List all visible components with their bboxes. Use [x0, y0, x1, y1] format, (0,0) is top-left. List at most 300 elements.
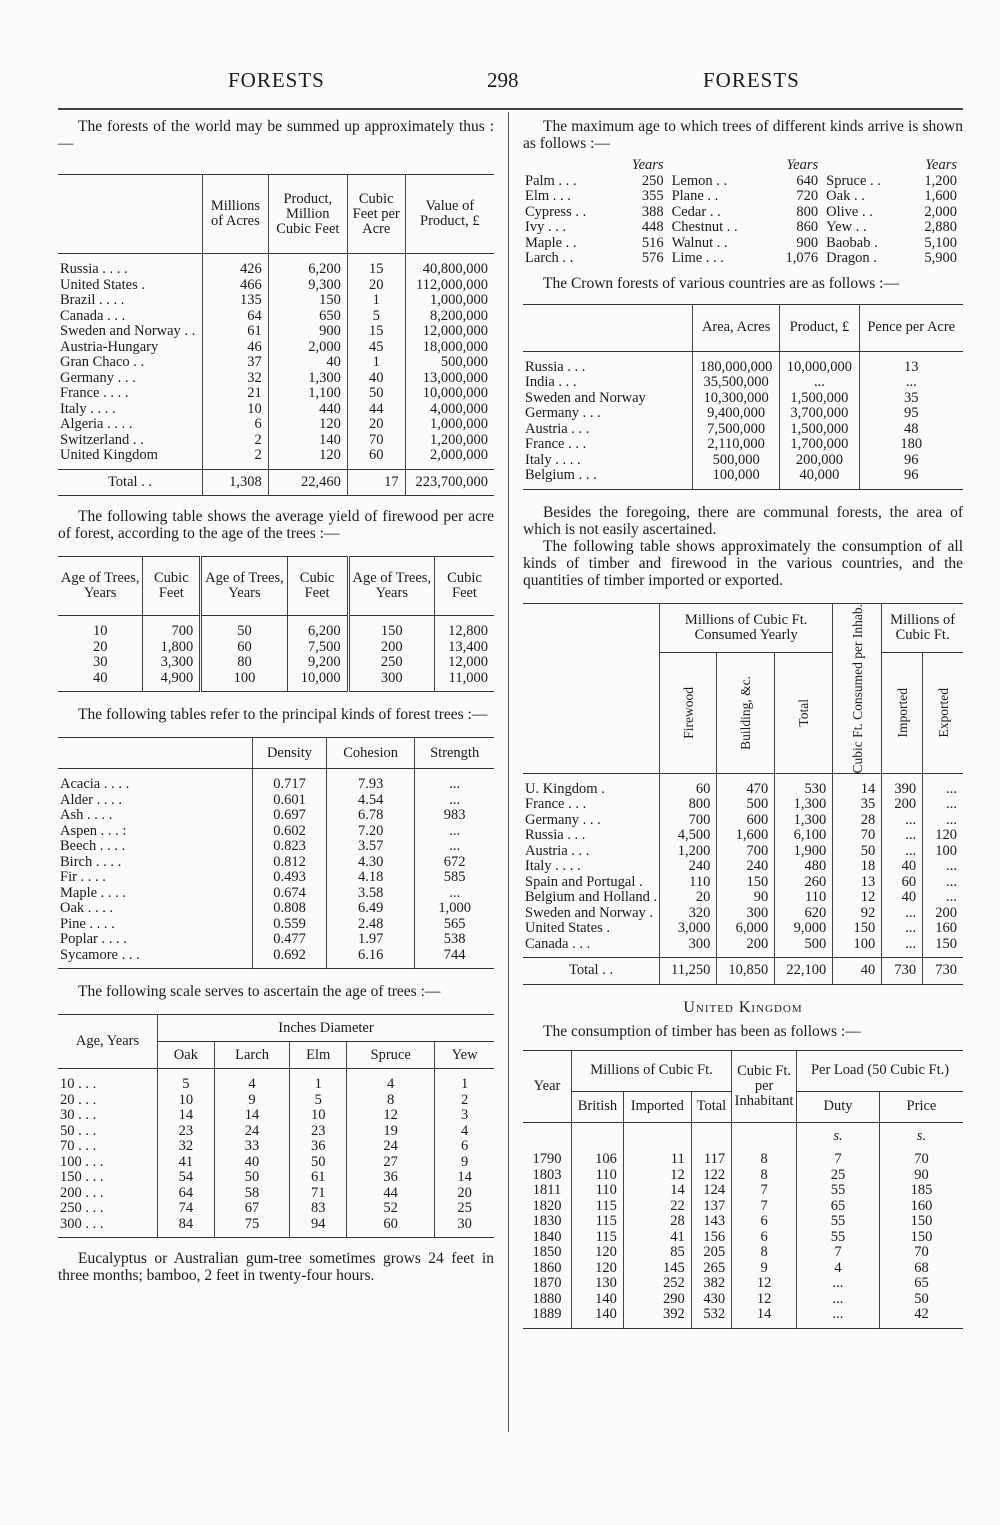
table-cell: 426 [203, 254, 269, 278]
table-row [58, 855, 494, 871]
row-label: Pine . . . . [60, 915, 115, 932]
total-label: Total . . [523, 958, 660, 985]
total-cell: 730 [882, 958, 923, 985]
table-row [58, 901, 494, 917]
table-cell: 33 [214, 1139, 290, 1155]
table-cell: 650 [268, 309, 347, 325]
total-cell: 730 [923, 958, 963, 985]
col-millions-acres: Millions of Acres [203, 175, 269, 254]
table-cell: 466 [203, 278, 269, 294]
col-building: Building, &c. [738, 675, 754, 750]
table-cell: 110 [572, 1168, 624, 1184]
table-cell: 6.16 [327, 948, 415, 969]
table-cell: 96 [859, 453, 963, 469]
table-cell: 40,800,000 [405, 254, 494, 278]
table-cell: 40,000 [780, 468, 859, 489]
communal-forests-note: Besides the foregoing, there are communal forests, the area of which is not easily ascertained. [523, 503, 963, 538]
table-cell: 75 [214, 1217, 290, 1238]
table-cell: 1,500,000 [780, 422, 859, 438]
table-cell: 65 [879, 1276, 963, 1292]
table-cell: 12,800 [434, 616, 494, 640]
table-cell: 2,110,000 [693, 437, 780, 453]
intro-uk-consumption: The consumption of timber has been as follows :— [543, 1022, 861, 1040]
col-per-inhab: Cubic Ft. Consumed per Inhab. [849, 603, 865, 773]
table-cell: 470 [717, 773, 775, 797]
table-cell: 300 [717, 906, 775, 922]
table-cell: 1,600 [717, 828, 775, 844]
table-cell: 12 [732, 1292, 797, 1308]
col-group-per-load: Per Load (50 Cubic Ft.) [797, 1050, 963, 1091]
table-cell: 7.20 [327, 824, 415, 840]
table-cell: 4 [797, 1261, 880, 1277]
table-cell: 900 [268, 324, 347, 340]
table-cell: 150 [268, 293, 347, 309]
tree-age: 640 [796, 172, 819, 189]
table-cell: 74 [158, 1201, 215, 1217]
table-row [523, 859, 963, 875]
table-row [523, 813, 963, 829]
row-label: Austria . . . [525, 420, 590, 437]
col-cubic-per-acre: Cubic Feet per Acre [347, 175, 405, 254]
table-cell: 28 [833, 813, 882, 829]
row-label: 150 . . . [60, 1169, 104, 1185]
col-cubic-per-inhab: Cubic Ft. per Inhabitant [732, 1050, 797, 1122]
table-cell: 6,200 [287, 616, 348, 640]
row-label: Austria-Hungary [60, 338, 159, 355]
column-divider [508, 112, 509, 1432]
tree-age: 448 [641, 219, 664, 235]
table-cell: 23 [290, 1124, 347, 1140]
table-cell: 500 [775, 937, 833, 958]
table-cell: 1,000,000 [405, 417, 494, 433]
table-row [523, 875, 963, 891]
table-row [58, 293, 494, 309]
table-row [58, 1201, 494, 1217]
table-cell: 6 [732, 1214, 797, 1230]
table-row [58, 932, 494, 948]
tree-name: Walnut . . [671, 234, 728, 251]
table-cell: 200,000 [780, 453, 859, 469]
table-cell: 60 [347, 1217, 435, 1238]
table-cell: 382 [691, 1276, 731, 1292]
table-cell: 4.18 [327, 870, 415, 886]
table-cell: ... [415, 886, 494, 902]
table-cell: 1880 [532, 1290, 562, 1307]
table-cell: 1,500,000 [780, 391, 859, 407]
total-cell: 1,308 [203, 469, 269, 496]
col-yew: Yew [435, 1042, 494, 1069]
table-row [58, 1124, 494, 1140]
table-cell: 19 [347, 1124, 435, 1140]
table-cell: 21 [203, 386, 269, 402]
row-label: 20 . . . [60, 1091, 97, 1108]
table-row [58, 448, 494, 469]
table-cell: 40 [268, 355, 347, 371]
table-cell: 2,000 [268, 340, 347, 356]
blank-cell [732, 1122, 797, 1144]
row-label: Poplar . . . . [60, 931, 127, 947]
table-cell: ... [882, 813, 923, 829]
table-cell: 8 [347, 1093, 435, 1109]
table-cell: 100 [201, 671, 287, 692]
table-row [58, 839, 494, 855]
row-label: U. Kingdom . [525, 780, 605, 797]
col-total: Total [691, 1091, 731, 1122]
table-row [523, 1230, 963, 1246]
page-number: 298 [487, 68, 519, 92]
col-firewood: Firewood [680, 686, 696, 739]
col-age-years: Age, Years [58, 1015, 158, 1069]
row-label: Acacia . . . . [60, 776, 130, 792]
table-cell: 1870 [532, 1275, 562, 1292]
table-cell: 10,000,000 [780, 351, 859, 375]
table-cell: ... [415, 793, 494, 809]
table-cell: 20 [660, 890, 717, 906]
table-cell: 6,200 [268, 254, 347, 278]
table-row [523, 937, 963, 958]
tree-age: 800 [796, 203, 819, 220]
row-label: 250 . . . [60, 1200, 104, 1216]
table-cell: 14 [158, 1108, 215, 1124]
table-cell: 4.30 [327, 855, 415, 871]
table-row [58, 1093, 494, 1109]
table-cell: 100 [833, 937, 882, 958]
table-cell: 48 [859, 422, 963, 438]
tree-age: 576 [641, 250, 664, 266]
row-label: India . . . [525, 374, 577, 390]
table-cell: 3 [435, 1108, 494, 1124]
tree-name: Maple . . [525, 234, 577, 251]
table-row [58, 948, 494, 969]
tree-age: 1,200 [924, 172, 957, 189]
tree-age: 516 [641, 234, 664, 251]
table-cell: 700 [143, 616, 201, 640]
table-cell: 9 [214, 1093, 290, 1109]
table-cell: 1,000 [415, 901, 494, 917]
table-cell: 440 [268, 402, 347, 418]
table-cell: 6 [203, 417, 269, 433]
row-label: Gran Chaco . . [60, 354, 145, 370]
years-label-1: Years [631, 157, 664, 173]
table-row [523, 468, 963, 489]
table-cell: 14 [732, 1307, 797, 1328]
table-cell: 94 [290, 1217, 347, 1238]
tree-name: Chestnut . . [671, 219, 738, 235]
row-label: Algeria . . . . [60, 416, 133, 432]
table-cell: 12,000 [434, 655, 494, 671]
tree-name: Ivy . . . [525, 219, 567, 235]
tree-name: Plane . . [671, 188, 719, 204]
intro-world-forests: The forests of the world may be summed up approximately thus :— [58, 118, 494, 152]
col-price: Price [879, 1091, 963, 1122]
table-cell: ... [415, 769, 494, 793]
table-cell: 50 [290, 1155, 347, 1171]
tree-age: 2,880 [924, 219, 957, 235]
tree-age: 1,076 [785, 250, 819, 266]
col-spruce: Spruce [347, 1042, 435, 1069]
col-cubic-2: Cubic Feet [287, 557, 348, 616]
table-cell: 85 [623, 1245, 691, 1261]
table-cell: 0.559 [253, 917, 327, 933]
col-oak: Oak [158, 1042, 215, 1069]
table-cell: 70 [347, 433, 405, 449]
table-cell: 10,000,000 [405, 386, 494, 402]
table-cell: 110 [775, 890, 833, 906]
table-cell: ... [923, 773, 963, 797]
age-diameter-table [58, 1014, 494, 1238]
age-row [523, 236, 963, 252]
table-cell: 14 [214, 1108, 290, 1124]
table-cell: 1,300 [775, 813, 833, 829]
table-row [523, 1261, 963, 1277]
table-cell: 160 [923, 921, 963, 937]
table-cell: 1850 [532, 1244, 562, 1261]
total-row [523, 958, 963, 985]
table-cell: 200 [882, 797, 923, 813]
table-cell: 64 [158, 1186, 215, 1202]
total-cell: 40 [833, 958, 882, 985]
tree-age: 388 [641, 203, 664, 220]
table-cell: 700 [660, 813, 717, 829]
intro-age-scale: The following scale serves to ascertain the age of trees :— [78, 983, 441, 1000]
age-row [523, 174, 963, 190]
col-density: Density [253, 738, 327, 769]
table-cell: 112,000,000 [405, 278, 494, 294]
col-value: Value of Product, £ [405, 175, 494, 254]
table-cell: 40 [92, 669, 108, 686]
table-row [58, 309, 494, 325]
col-pence-per-acre: Pence per Acre [859, 304, 963, 351]
table-row [523, 828, 963, 844]
table-cell: 4 [347, 1069, 435, 1093]
table-cell: 50 [214, 1170, 290, 1186]
table-cell: 3.57 [327, 839, 415, 855]
table-cell: 120 [268, 448, 347, 469]
row-label: Canada . . . [525, 935, 591, 952]
table-row [523, 1214, 963, 1230]
col-cubic-1: Cubic Feet [143, 557, 201, 616]
table-row [523, 375, 963, 391]
table-cell: 14 [833, 773, 882, 797]
table-cell: 15 [347, 324, 405, 340]
total-cell: 11,250 [660, 958, 717, 985]
firewood-yield-table [58, 556, 494, 692]
table-row [523, 453, 963, 469]
table-cell: 23 [158, 1124, 215, 1140]
table-cell: 44 [347, 402, 405, 418]
row-label: Belgium . . . [525, 467, 597, 483]
table-cell: ... [923, 813, 963, 829]
table-cell: 55 [797, 1183, 880, 1199]
table-cell: ... [923, 875, 963, 891]
table-row [58, 1139, 494, 1155]
table-cell: 64 [203, 309, 269, 325]
table-cell: 61 [290, 1170, 347, 1186]
row-label: Sweden and Norway . . [60, 323, 196, 339]
tree-name: Larch . . [525, 250, 574, 266]
table-row [523, 773, 963, 797]
table-cell: 11,000 [434, 671, 494, 692]
row-label: 200 . . . [60, 1184, 104, 1201]
table-cell: 12,000,000 [405, 324, 494, 340]
tree-name: Yew . . [826, 219, 867, 235]
table-cell: 40 [882, 859, 923, 875]
row-label: Germany . . . [525, 811, 601, 828]
table-cell: 70 [879, 1144, 963, 1168]
col-larch: Larch [214, 1042, 290, 1069]
row-label: Brazil . . . . [60, 292, 125, 308]
table-row [58, 671, 494, 692]
table-row [523, 391, 963, 407]
table-cell: 61 [203, 324, 269, 340]
table-cell: 1790 [532, 1151, 562, 1168]
tree-name: Elm . . . [525, 188, 571, 204]
tree-name: Olive . . [826, 203, 873, 220]
table-cell: 35,500,000 [693, 375, 780, 391]
table-row [58, 1155, 494, 1171]
uk-consumption-table [523, 1050, 963, 1329]
col-group-millions: Millions of Cubic Ft. [572, 1050, 732, 1091]
row-label: Beech . . . . [60, 838, 126, 854]
row-label: Germany . . . [60, 369, 136, 386]
table-cell: 50 [347, 386, 405, 402]
table-cell: 0.674 [253, 886, 327, 902]
table-cell: 9,000 [775, 921, 833, 937]
table-cell: 115 [572, 1230, 624, 1246]
table-row [58, 371, 494, 387]
unit-price: s. [879, 1122, 963, 1144]
table-row [523, 1276, 963, 1292]
table-cell: 7 [732, 1199, 797, 1215]
tree-age: 860 [796, 219, 819, 235]
table-cell: 3.58 [327, 886, 415, 902]
table-row [58, 870, 494, 886]
table-cell: 12 [347, 1108, 435, 1124]
table-cell: 28 [623, 1214, 691, 1230]
col-group-consumed: Millions of Cubic Ft. Consumed Yearly [660, 603, 833, 652]
table-cell: 115 [572, 1214, 624, 1230]
table-cell: 530 [775, 773, 833, 797]
table-cell: 14 [435, 1170, 494, 1186]
table-cell: 65 [797, 1199, 880, 1215]
table-cell: 156 [691, 1230, 731, 1246]
age-row [523, 189, 963, 205]
table-row [58, 824, 494, 840]
table-cell: 1,800 [143, 640, 201, 656]
row-label: Russia . . . . [60, 261, 128, 277]
age-row [523, 251, 963, 267]
table-row [58, 278, 494, 294]
table-row [523, 797, 963, 813]
row-label: 50 . . . [60, 1122, 97, 1139]
table-cell: 40 [882, 890, 923, 906]
table-cell: 0.697 [253, 808, 327, 824]
table-cell: 390 [882, 773, 923, 797]
table-cell: 70 [833, 828, 882, 844]
table-cell: 7 [797, 1245, 880, 1261]
row-label: Aspen . . . : [60, 822, 127, 839]
table-cell: 52 [347, 1201, 435, 1217]
age-row [523, 205, 963, 221]
row-label: Sweden and Norway [525, 389, 646, 406]
table-cell: 25 [435, 1201, 494, 1217]
table-cell: 92 [833, 906, 882, 922]
col-cubic-3: Cubic Feet [434, 557, 494, 616]
table-cell: 672 [415, 855, 494, 871]
table-cell: 18,000,000 [405, 340, 494, 356]
table-row [523, 1199, 963, 1215]
table-cell: 70 [879, 1245, 963, 1261]
tree-properties-table [58, 737, 494, 969]
table-cell: 8,200,000 [405, 309, 494, 325]
unit-duty: s. [797, 1122, 880, 1144]
table-cell: 90 [879, 1168, 963, 1184]
table-cell: 1,000,000 [405, 293, 494, 309]
table-cell: 110 [572, 1183, 624, 1199]
table-cell: 8 [732, 1168, 797, 1184]
table-cell: 96 [859, 468, 963, 489]
table-cell: 106 [572, 1144, 624, 1168]
table-cell: 4.54 [327, 793, 415, 809]
tree-age: 2,000 [924, 203, 957, 220]
col-age-3: Age of Trees, Years [348, 557, 434, 616]
table-cell: 320 [660, 906, 717, 922]
table-cell: 392 [623, 1307, 691, 1328]
table-cell: 10 [203, 402, 269, 418]
table-cell: 50 [879, 1292, 963, 1308]
table-cell: ... [415, 839, 494, 855]
row-label: Austria . . . [525, 842, 590, 859]
table-cell: ... [882, 937, 923, 958]
table-cell: 150 [923, 937, 963, 958]
table-cell: 1 [347, 293, 405, 309]
row-label: Alder . . . . [60, 791, 123, 808]
table-cell: 12 [732, 1276, 797, 1292]
table-cell: 200 [923, 906, 963, 922]
table-cell: 0.808 [253, 901, 327, 917]
table-row [523, 1168, 963, 1184]
table-cell: 130 [572, 1276, 624, 1292]
table-cell: 13 [859, 351, 963, 375]
table-cell: 6,000 [717, 921, 775, 937]
table-cell: ... [797, 1292, 880, 1308]
table-cell: 50 [201, 616, 287, 640]
col-duty: Duty [797, 1091, 880, 1122]
table-cell: 58 [214, 1186, 290, 1202]
table-cell: 135 [203, 293, 269, 309]
table-cell: 200 [717, 937, 775, 958]
table-cell: 36 [290, 1139, 347, 1155]
table-cell: 10,000 [287, 671, 348, 692]
running-head-right: FORESTS [703, 68, 800, 92]
table-cell: ... [780, 375, 859, 391]
table-cell: 7 [732, 1183, 797, 1199]
total-cell: 223,700,000 [405, 469, 494, 496]
table-cell: 600 [717, 813, 775, 829]
row-label: France . . . . [60, 385, 129, 401]
table-cell: 185 [879, 1183, 963, 1199]
units-row [523, 1122, 963, 1144]
table-row [58, 1217, 494, 1238]
table-cell: 55 [797, 1214, 880, 1230]
table-cell: 1889 [532, 1306, 562, 1323]
table-cell: 60 [347, 448, 405, 469]
table-cell: 120 [268, 417, 347, 433]
table-cell: 240 [660, 859, 717, 875]
table-cell: 40 [214, 1155, 290, 1171]
table-cell: 137 [691, 1199, 731, 1215]
row-label: 100 . . . [60, 1153, 104, 1170]
